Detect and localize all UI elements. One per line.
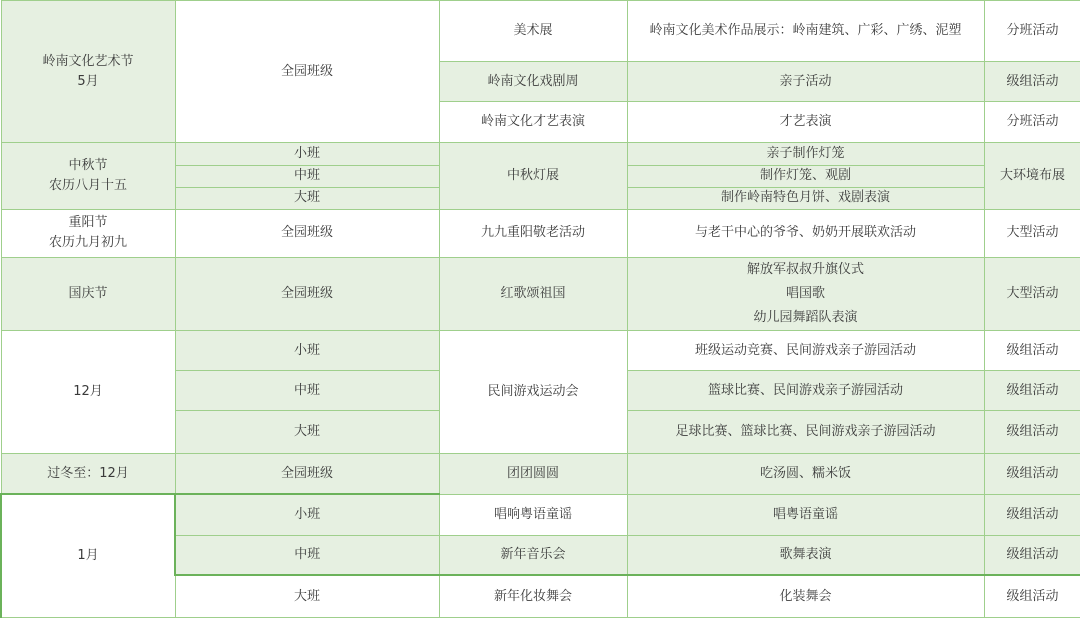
content-cell: 唱粤语童谣 [627,494,984,535]
class-cell: 全园班级 [175,454,439,494]
theme-cell: 民间游戏运动会 [439,331,627,454]
theme-cell: 中秋灯展 [439,143,627,209]
table-row [1,454,1080,494]
content-cell: 才艺表演 [627,102,984,143]
class-cell: 全园班级 [175,209,439,257]
table-row [1,1,1080,62]
festival-date: 农历九月初九 [48,235,127,251]
class-cell: 小班 [175,331,439,371]
festival-name: 中秋节 [68,158,108,174]
table-row [1,331,1080,371]
content-cell: 歌舞表演 [627,535,984,575]
festival-cell: 过冬至：12月 [1,454,175,494]
content-cell: 亲子制作灯笼 [627,143,984,165]
content-cell: 与老干中心的爷爷、奶奶开展联欢活动 [627,209,984,257]
content-cell: 岭南文化美术作品展示：岭南建筑、广彩、广绣、泥塑 [627,1,984,62]
table-row [1,494,1080,535]
theme-cell: 九九重阳敬老活动 [439,209,627,257]
type-cell: 级组活动 [984,575,1080,617]
theme-cell: 美术展 [439,1,627,62]
content-cell: 化装舞会 [627,575,984,617]
theme-cell: 团团圆圆 [439,454,627,494]
festival-cell [1,1,175,143]
content-cell: 吃汤圆、糯米饭 [627,454,984,494]
festival-name: 重阳节 [68,215,108,231]
content-cell: 制作灯笼、观剧 [627,165,984,187]
class-cell: 全园班级 [175,257,439,330]
theme-cell: 唱响粤语童谣 [439,494,627,535]
theme-cell: 新年音乐会 [439,535,627,575]
festival-cell [1,209,175,257]
type-cell: 分班活动 [984,102,1080,143]
type-cell: 大型活动 [984,257,1080,330]
type-cell: 大环境布展 [984,143,1080,209]
class-cell: 中班 [175,371,439,411]
theme-cell: 新年化妆舞会 [439,575,627,617]
class-cell: 大班 [175,411,439,454]
content-cell: 班级运动竞赛、民间游戏亲子游园活动 [627,331,984,371]
class-cell: 大班 [175,187,439,209]
festival-cell: 12月 [1,331,175,454]
table-row [1,143,1080,165]
content-line: 唱国歌 [785,285,825,301]
type-cell: 大型活动 [984,209,1080,257]
class-cell: 中班 [175,165,439,187]
content-cell: 足球比赛、篮球比赛、民间游戏亲子游园活动 [627,411,984,454]
content-cell: 亲子活动 [627,62,984,102]
type-cell: 级组活动 [984,411,1080,454]
class-cell: 全园班级 [175,1,439,143]
festival-date: 5月 [77,73,99,89]
content-cell [627,257,984,330]
festival-cell: 1月 [1,494,175,618]
theme-cell: 红歌颂祖国 [439,257,627,330]
content-cell: 制作岭南特色月饼、戏剧表演 [627,187,984,209]
festival-date: 农历八月十五 [48,178,127,194]
theme-cell: 岭南文化才艺表演 [439,102,627,143]
festival-cell: 国庆节 [1,257,175,330]
class-cell: 小班 [175,494,439,535]
type-cell: 级组活动 [984,371,1080,411]
festival-name: 岭南文化艺术节 [42,53,134,69]
festival-cell [1,143,175,209]
content-line: 解放军叔叔升旗仪式 [746,261,864,277]
type-cell: 级组活动 [984,535,1080,575]
type-cell: 级组活动 [984,454,1080,494]
type-cell: 级组活动 [984,331,1080,371]
table-row [1,209,1080,257]
content-line: 幼儿园舞蹈队表演 [753,309,858,325]
content-cell: 篮球比赛、民间游戏亲子游园活动 [627,371,984,411]
table-row [1,257,1080,330]
class-cell: 大班 [175,575,439,617]
class-cell: 中班 [175,535,439,575]
type-cell: 级组活动 [984,494,1080,535]
type-cell: 级组活动 [984,62,1080,102]
class-cell: 小班 [175,143,439,165]
type-cell: 分班活动 [984,1,1080,62]
theme-cell: 岭南文化戏剧周 [439,62,627,102]
